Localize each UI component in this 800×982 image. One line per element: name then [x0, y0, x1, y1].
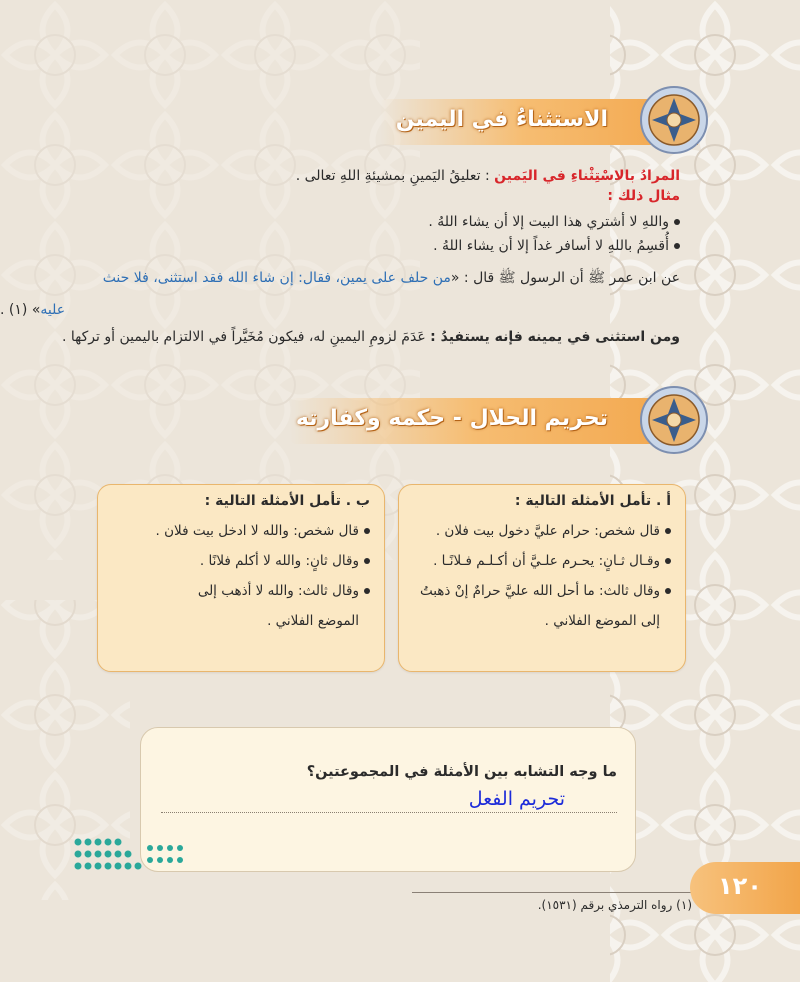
- card-a-item: وقـال ثـانٍ: يحـرم علـيَّ أن أكـلـم فـلانًـا .: [433, 553, 671, 569]
- example-item: واللهِ لا أشتري هذا البيت إلا أن يشاء اللهُ .: [428, 212, 680, 232]
- definition-text: : تعليقُ اليَمينِ بمشيئةِ اللهِ تعالى .: [295, 168, 490, 184]
- ruling-line: ومن استثنى في يمينه فإنه يستفيدُ : عَدَمَ لزومِ اليمينِ له، فيكون مُخَيَّراً في الالتزام باليمين أو تركها .: [62, 329, 680, 345]
- hadith-text: من حلف على يمين، فقال: إن شاء الله فقد استثنى، فلا حنث: [102, 270, 451, 286]
- card-b-item: وقال ثالث: والله لا أذهب إلى: [198, 583, 370, 599]
- hadith-line: عن ابن عمر ﷺ أن الرسول ﷺ قال : «من حلف على يمين، فقال: إن شاء الله فقد استثنى، فلا حنث: [102, 270, 680, 286]
- card-b-item: الموضع الفلاني .: [267, 613, 359, 629]
- footnote: (١) رواه الترمذي برقم (١٥٣١).: [537, 898, 692, 912]
- card-b-item: قال شخص: والله لا ادخل بيت فلان .: [156, 523, 370, 539]
- answer-text[interactable]: تحريم الفعل: [468, 788, 565, 810]
- card-a-heading: أ . تأمل الأمثلة التالية :: [514, 493, 671, 509]
- section2-ribbon: [290, 398, 698, 444]
- example-item: أُقسِمُ باللهِ لا أسافر غداً إلا أن يشاء اللهُ .: [433, 236, 680, 256]
- page-number: ١٢٠: [718, 872, 762, 900]
- definition-term: المرادُ بالاسْتِثْناءِ في اليَمين: [494, 168, 680, 184]
- card-a: [398, 484, 686, 672]
- card-b-item: وقال ثانٍ: والله لا أكلم فلانًا .: [200, 553, 370, 569]
- medallion-icon: [638, 84, 710, 156]
- section2-title: تحريم الحلال - حكمه وكفارته: [295, 406, 608, 431]
- medallion-icon: [638, 384, 710, 456]
- card-b-heading: ب . تأمل الأمثلة التالية :: [204, 493, 370, 509]
- section1-title: الاستثناءُ في اليمين: [395, 107, 608, 132]
- question-prompt: ما وجه التشابه بين الأمثلة في المجموعتين؟: [306, 764, 617, 780]
- card-a-item: إلى الموضع الفلاني .: [544, 613, 660, 629]
- footnote-rule: [412, 892, 700, 893]
- hadith-line-end: عليه» (١) .: [0, 302, 66, 318]
- ministry-logo-icon: [72, 832, 192, 880]
- answer-line: [161, 812, 617, 813]
- example-label: مثال ذلك :: [607, 188, 680, 204]
- card-b: [97, 484, 385, 672]
- card-a-item: قال شخص: حرام عليَّ دخول بيت فلان .: [436, 523, 671, 539]
- definition-line: [296, 166, 680, 186]
- card-a-item: وقال ثالث: ما أحل الله عليَّ حرامٌ إنْ ذهبتُ: [420, 583, 671, 599]
- question-box: [140, 727, 636, 872]
- page-number-tab: [690, 862, 800, 914]
